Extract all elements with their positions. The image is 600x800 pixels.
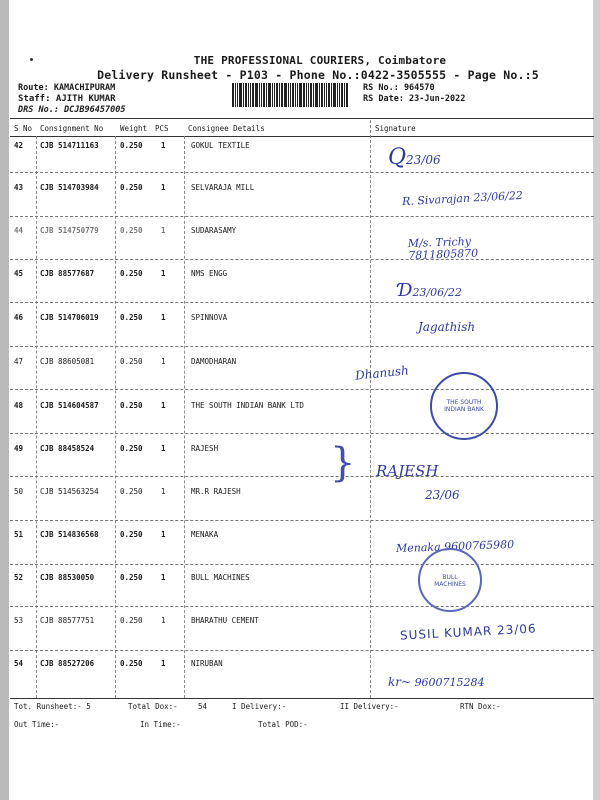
row-pcs: 1 bbox=[161, 616, 166, 625]
row-weight: 0.250 bbox=[120, 183, 143, 192]
barcode-bar bbox=[299, 83, 302, 107]
row-rule bbox=[10, 564, 594, 565]
barcode-bar bbox=[281, 83, 283, 107]
col-consignment-header: Consignment No bbox=[40, 124, 104, 133]
ii-delivery-label: II Delivery:- bbox=[340, 702, 399, 711]
i-delivery-label: I Delivery:- bbox=[232, 702, 287, 711]
barcode-bar bbox=[255, 83, 258, 107]
barcode-bar bbox=[308, 83, 309, 107]
barcode-bar bbox=[324, 83, 325, 107]
barcode-bar bbox=[261, 83, 262, 107]
signature-42: Q23/06 bbox=[388, 145, 441, 170]
barcode-bar bbox=[252, 83, 254, 107]
row-sno: 51 bbox=[14, 530, 24, 539]
row-consignee: DAMODHARAN bbox=[191, 357, 237, 366]
row-consignment: CJB 514836568 bbox=[40, 530, 99, 539]
row-consignment: CJB 514563254 bbox=[40, 487, 99, 496]
barcode-bar bbox=[339, 83, 340, 107]
barcode-bar bbox=[288, 83, 289, 107]
row-pcs: 1 bbox=[161, 313, 166, 322]
staff-label: Staff: AJITH KUMAR bbox=[18, 94, 116, 104]
signature-47: Dhanush bbox=[354, 363, 410, 383]
row-sno: 49 bbox=[14, 444, 24, 453]
row-consignment: CJB 88530050 bbox=[40, 573, 95, 582]
row-consignment: CJB 88458524 bbox=[40, 444, 95, 453]
row-pcs: 1 bbox=[161, 226, 166, 235]
row-weight: 0.250 bbox=[120, 530, 143, 539]
col-signature-header: Signature bbox=[375, 124, 416, 133]
row-rule bbox=[10, 650, 594, 651]
row-weight: 0.250 bbox=[120, 573, 143, 582]
row-consignment: CJB 514604587 bbox=[40, 401, 99, 410]
row-rule bbox=[10, 520, 594, 521]
row-consignment: CJB 88577687 bbox=[40, 269, 95, 278]
row-rule bbox=[10, 433, 594, 434]
barcode-bar bbox=[259, 83, 260, 107]
row-sno: 54 bbox=[14, 659, 24, 668]
col-separator bbox=[36, 136, 37, 698]
row-pcs: 1 bbox=[161, 573, 166, 582]
row-pcs: 1 bbox=[161, 487, 166, 496]
row-rule bbox=[10, 476, 594, 477]
barcode-bar bbox=[235, 83, 236, 107]
barcode-bar bbox=[274, 83, 275, 107]
runsheet-subtitle: Delivery Runsheet - P103 - Phone No.:0422-3505555 - Page No.:5 bbox=[97, 68, 539, 82]
barcode-bar bbox=[331, 83, 332, 107]
row-rule bbox=[10, 389, 594, 390]
row-consignee: MENAKA bbox=[191, 530, 219, 539]
barcode-bar bbox=[306, 83, 307, 107]
row-sno: 42 bbox=[14, 141, 24, 150]
in-time-label: In Time:- bbox=[140, 720, 181, 729]
row-weight: 0.250 bbox=[120, 487, 143, 496]
signature-43: R. Sivarajan 23/06/22 bbox=[401, 188, 524, 209]
signature-46: Jagathish bbox=[418, 320, 476, 334]
barcode-bar bbox=[303, 83, 305, 107]
row-consignee: SUDARASAMY bbox=[191, 226, 237, 235]
signature-44: M/s. Trichy 7811805870 bbox=[407, 234, 479, 263]
row-weight: 0.250 bbox=[120, 141, 143, 150]
row-pcs: 1 bbox=[161, 401, 166, 410]
row-consignee: BHARATHU CEMENT bbox=[191, 616, 259, 625]
barcode-bar bbox=[337, 83, 338, 107]
row-sno: 43 bbox=[14, 183, 24, 192]
table-header-rule bbox=[10, 136, 594, 137]
barcode-bar bbox=[346, 83, 348, 107]
row-rule bbox=[10, 302, 594, 303]
row-sno: 52 bbox=[14, 573, 24, 582]
row-weight: 0.250 bbox=[120, 401, 143, 410]
col-weight-header: Weight bbox=[120, 124, 148, 133]
row-consignee: THE SOUTH INDIAN BANK LTD bbox=[191, 401, 304, 410]
row-pcs: 1 bbox=[161, 357, 166, 366]
row-rule bbox=[10, 216, 594, 217]
row-sno: 46 bbox=[14, 313, 24, 322]
barcode-bar bbox=[263, 83, 265, 107]
col-sno-header: S No bbox=[14, 124, 33, 133]
signature-51: Menaka 9600765980 bbox=[395, 537, 515, 556]
barcode-bar bbox=[333, 83, 336, 107]
row-sno: 45 bbox=[14, 269, 24, 278]
total-dox-value: 54 bbox=[198, 702, 208, 711]
barcode-bar bbox=[237, 83, 238, 107]
row-sno: 47 bbox=[14, 357, 24, 366]
table-top-rule bbox=[10, 118, 594, 119]
out-time-label: Out Time:- bbox=[14, 720, 60, 729]
row-consignment: CJB 88527206 bbox=[40, 659, 95, 668]
row-consignment: CJB 88577751 bbox=[40, 616, 95, 625]
signature-50: 23/06 bbox=[425, 488, 460, 502]
barcode-bar bbox=[315, 83, 318, 107]
barcode-bar bbox=[341, 83, 343, 107]
barcode-bar bbox=[321, 83, 323, 107]
row-rule bbox=[10, 172, 594, 173]
row-weight: 0.250 bbox=[120, 269, 143, 278]
row-consignment: CJB 514706019 bbox=[40, 313, 99, 322]
col-separator bbox=[370, 120, 371, 698]
barcode-bar bbox=[248, 83, 249, 107]
total-dox-label: Total Dox:- bbox=[128, 702, 178, 711]
row-pcs: 1 bbox=[161, 659, 166, 668]
row-sno: 50 bbox=[14, 487, 24, 496]
row-weight: 0.250 bbox=[120, 659, 143, 668]
row-consignee: NIRUBAN bbox=[191, 659, 223, 668]
row-weight: 0.250 bbox=[120, 313, 143, 322]
scan-edge-left bbox=[0, 0, 9, 800]
row-consignee: GOKUL TEXTILE bbox=[191, 141, 250, 150]
row-weight: 0.250 bbox=[120, 357, 143, 366]
barcode-bar bbox=[290, 83, 291, 107]
signature-53: SUSIL KUMAR 23/06 bbox=[399, 621, 537, 643]
signature-54: kr~ 9600715284 bbox=[388, 675, 485, 689]
row-consignment: CJB 514711163 bbox=[40, 141, 99, 150]
barcode-bar bbox=[326, 83, 327, 107]
barcode-bar bbox=[292, 83, 294, 107]
company-title: THE PROFESSIONAL COURIERS, Coimbatore bbox=[193, 54, 447, 67]
bank-stamp: THE SOUTH INDIAN BANK bbox=[430, 372, 498, 440]
barcode-bar bbox=[239, 83, 242, 107]
col-separator bbox=[115, 136, 116, 698]
row-weight: 0.250 bbox=[120, 616, 143, 625]
barcode-bar bbox=[284, 83, 287, 107]
total-pod-label: Total POD:- bbox=[258, 720, 308, 729]
row-pcs: 1 bbox=[161, 269, 166, 278]
barcode-bar bbox=[272, 83, 273, 107]
col-pcs-header: PCS bbox=[155, 124, 169, 133]
barcode-bar bbox=[266, 83, 267, 107]
barcode-bar bbox=[268, 83, 271, 107]
barcode-bar bbox=[310, 83, 312, 107]
row-rule bbox=[10, 346, 594, 347]
barcode-bar bbox=[313, 83, 314, 107]
drs-label: DRS No.: DCJB96457005 bbox=[18, 105, 126, 115]
tot-runsheet: Tot. Runsheet:- 5 bbox=[14, 702, 91, 711]
row-weight: 0.250 bbox=[120, 226, 143, 235]
rtn-dox-label: RTN Dox:- bbox=[460, 702, 501, 711]
row-consignment: CJB 514750779 bbox=[40, 226, 99, 235]
row-weight: 0.250 bbox=[120, 444, 143, 453]
row-consignee: MR.R RAJESH bbox=[191, 487, 241, 496]
row-consignment: CJB 514703984 bbox=[40, 183, 99, 192]
row-pcs: 1 bbox=[161, 444, 166, 453]
row-consignee: BULL MACHINES bbox=[191, 573, 250, 582]
row-consignment: CJB 88605081 bbox=[40, 357, 95, 366]
barcode-bar bbox=[243, 83, 244, 107]
col-consignee-header: Consignee Details bbox=[188, 124, 265, 133]
barcode bbox=[232, 83, 354, 107]
barcode-bar bbox=[245, 83, 247, 107]
rs-date-label: RS Date: 23-Jun-2022 bbox=[363, 94, 466, 104]
row-pcs: 1 bbox=[161, 141, 166, 150]
row-sno: 48 bbox=[14, 401, 24, 410]
barcode-bar bbox=[250, 83, 251, 107]
barcode-bar bbox=[328, 83, 330, 107]
barcode-bar bbox=[344, 83, 345, 107]
signature-49: RAJESH bbox=[376, 462, 439, 480]
row-sno: 44 bbox=[14, 226, 24, 235]
row-rule bbox=[10, 259, 594, 260]
barcode-bar bbox=[279, 83, 280, 107]
barcode-bar bbox=[319, 83, 320, 107]
row-consignee: SPINNOVA bbox=[191, 313, 228, 322]
barcode-bar bbox=[297, 83, 298, 107]
row-pcs: 1 bbox=[161, 183, 166, 192]
table-bottom-rule bbox=[10, 698, 594, 699]
barcode-bar bbox=[232, 83, 234, 107]
row-sno: 53 bbox=[14, 616, 24, 625]
row-consignee: RAJESH bbox=[191, 444, 219, 453]
rs-no-label: RS No.: 964570 bbox=[363, 83, 435, 93]
bull-machines-stamp: BULL MACHINES bbox=[418, 548, 482, 612]
row-rule bbox=[10, 606, 594, 607]
barcode-bar bbox=[295, 83, 296, 107]
bracket-mark: } bbox=[330, 440, 356, 486]
col-separator bbox=[184, 136, 185, 698]
row-pcs: 1 bbox=[161, 530, 166, 539]
row-consignee: SELVARAJA MILL bbox=[191, 183, 255, 192]
route-label: Route: KAMACHIPURAM bbox=[18, 83, 116, 93]
row-consignee: NMS ENGG bbox=[191, 269, 228, 278]
scan-edge-right bbox=[593, 0, 600, 800]
barcode-bar bbox=[276, 83, 278, 107]
signature-45: Ɗ23/06/22 bbox=[398, 280, 462, 301]
